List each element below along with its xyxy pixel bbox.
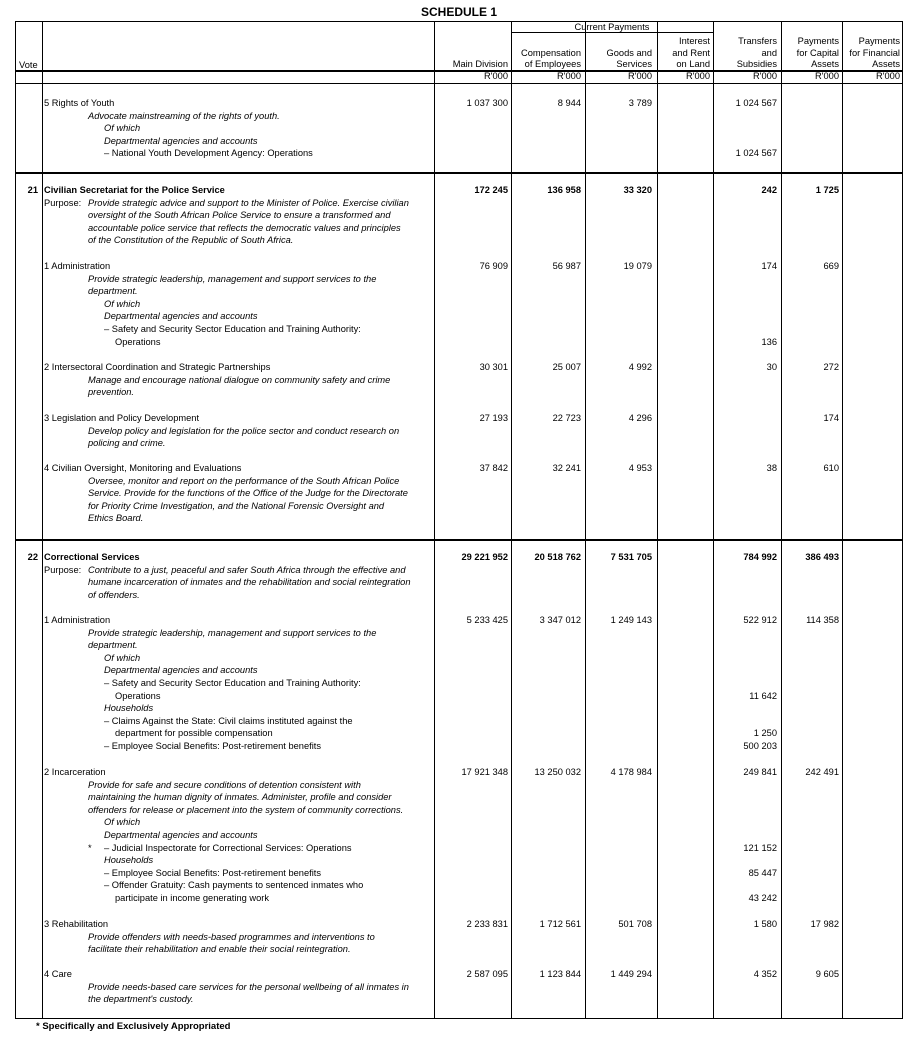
header-current-payments: Current Payments (574, 22, 650, 32)
description-line: the department's custody. (88, 994, 194, 1005)
amount-goods: 4 296 (628, 413, 652, 423)
description-line: Departmental agencies and accounts (104, 135, 258, 146)
description-line: Ethics Board. (88, 513, 144, 524)
amount-capital: 114 358 (806, 615, 839, 625)
header-transfers: Transfers (738, 36, 777, 46)
amount-transfers: 30 (766, 362, 777, 372)
programme-label: 3 Rehabilitation (44, 919, 109, 929)
description-line: Contribute to a just, peaceful and safer South Africa through the effective and (88, 564, 406, 575)
header-goods: Services (616, 59, 652, 69)
column-divider (781, 21, 782, 1019)
amount-goods: 4 992 (628, 362, 652, 372)
description-line: Departmental agencies and accounts (104, 665, 258, 676)
amount-main: 17 921 348 (461, 767, 508, 777)
amount-goods: 3 789 (628, 98, 652, 108)
unit-label: R'000 (752, 71, 777, 81)
header-transfers: Subsidies (736, 59, 777, 69)
amount-capital: 669 (823, 261, 839, 271)
header-capital: Payments (797, 36, 839, 46)
header-main-division: Main Division (452, 59, 508, 69)
description-line: facilitate their rehabilitation and enable their social reintegration. (88, 944, 351, 955)
amount-main: 37 842 (479, 463, 508, 473)
amount-main: 30 301 (479, 362, 508, 372)
description-line: Of which (104, 123, 141, 134)
description-line: Households (104, 703, 154, 714)
description-line: offenders for release or placement into the system of community corrections. (88, 804, 404, 815)
description-line: – Safety and Security Sector Education and Training Authority: (104, 678, 361, 688)
amount-comp: 22 723 (552, 413, 581, 423)
description-line: Of which (104, 817, 141, 828)
description-line: of the Constitution of the Republic of South Africa. (88, 235, 294, 246)
amount-comp: 1 712 561 (539, 919, 581, 929)
amount-transfers: 500 203 (743, 741, 777, 751)
amount-transfers: 136 (761, 336, 777, 347)
column-divider (42, 21, 43, 1019)
description-line: – Employee Social Benefits: Post-retirement benefits (104, 741, 322, 751)
header-financial: for Financial (849, 47, 900, 58)
schedule-title: SCHEDULE 1 (420, 5, 497, 19)
header-rule-2 (15, 83, 903, 84)
unit-label: R'000 (875, 71, 900, 81)
amount-main: 1 037 300 (466, 98, 508, 108)
description-line: Provide for safe and secure conditions of detention consistent with (88, 779, 361, 790)
amount-capital: 1 725 (815, 185, 839, 195)
amount-main: 5 233 425 (466, 615, 508, 625)
programme-label: Civilian Secretariat for the Police Service (44, 185, 225, 195)
description-line: Provide strategic leadership, management and support services to the (88, 627, 377, 638)
amount-transfers: 1 024 567 (735, 98, 777, 108)
description-line: Departmental agencies and accounts (104, 830, 258, 840)
vote-separator (15, 539, 903, 541)
vote-number: 21 (27, 185, 38, 195)
description-line: Provide offenders with needs-based programmes and interventions to (88, 931, 375, 942)
header-interest: and Rent (672, 47, 710, 58)
column-divider (585, 21, 586, 1019)
amount-transfers: 522 912 (743, 615, 777, 625)
unit-label: R'000 (483, 71, 508, 81)
vote-number: 22 (27, 552, 38, 562)
amount-goods: 4 178 984 (610, 767, 652, 777)
amount-transfers: 38 (766, 463, 777, 473)
amount-transfers: 784 992 (743, 552, 777, 562)
description-line: prevention. (88, 387, 134, 398)
description-line: Develop policy and legislation for the police sector and conduct research on (88, 425, 400, 436)
amount-goods: 501 708 (618, 919, 652, 929)
description-line: Departmental agencies and accounts (104, 311, 258, 322)
programme-label: 4 Civilian Oversight, Monitoring and Evaluations (44, 463, 242, 473)
amount-transfers: 1 250 (753, 728, 777, 739)
description-line: Service. Provide for the functions of the Office of the Judge for the Directorate (88, 488, 408, 499)
header-capital: for Capital (796, 47, 839, 58)
programme-label: 1 Administration (44, 615, 111, 625)
description-line: policing and crime. (88, 438, 166, 449)
amount-comp: 20 518 762 (534, 552, 581, 562)
description-line: accountable police service that reflects the democratic values and principles (88, 222, 401, 233)
header-vote: Vote (19, 60, 38, 70)
amount-goods: 33 320 (623, 185, 652, 195)
column-divider (842, 21, 843, 1019)
unit-label: R'000 (814, 71, 839, 81)
header-capital: Assets (811, 59, 839, 69)
footnote: * Specifically and Exclusively Appropriated (36, 1021, 231, 1032)
amount-main: 27 193 (479, 413, 508, 423)
amount-goods: 7 531 705 (610, 552, 652, 562)
amount-main: 76 909 (479, 261, 508, 271)
column-divider (434, 21, 435, 1019)
unit-label: R'000 (627, 71, 652, 81)
amount-transfers: 249 841 (743, 767, 777, 777)
programme-label: 2 Intersectoral Coordination and Strategic Partnerships (44, 362, 271, 372)
amount-capital: 610 (823, 463, 839, 473)
amount-capital: 17 982 (810, 919, 839, 929)
header-goods: Goods and (606, 47, 652, 58)
description-line: Households (104, 855, 154, 866)
amount-capital: 174 (823, 413, 839, 423)
amount-comp: 3 347 012 (539, 615, 581, 625)
description-line: Operations (115, 336, 161, 347)
description-line: for Priority Crime Investigation, and the National Forensic Oversight and (88, 500, 385, 511)
amount-transfers: 43 242 (748, 893, 777, 903)
header-compensation: of Employees (524, 59, 581, 69)
column-divider (657, 21, 658, 1019)
description-line: department. (88, 640, 138, 651)
description-line: – Offender Gratuity: Cash payments to sentenced inmates who (104, 880, 364, 891)
programme-label: 1 Administration (44, 261, 111, 271)
amount-main: 29 221 952 (461, 552, 508, 562)
amount-capital: 242 491 (805, 767, 839, 777)
amount-comp: 1 123 844 (539, 969, 581, 979)
programme-label: Correctional Services (44, 552, 140, 562)
amount-comp: 13 250 032 (534, 767, 581, 777)
programme-label: 4 Care (44, 969, 72, 979)
amount-capital: 9 605 (815, 969, 839, 979)
programme-label: 3 Legislation and Policy Development (44, 413, 200, 423)
amount-transfers: 85 447 (748, 867, 777, 878)
header-compensation: Compensation (521, 47, 581, 58)
amount-comp: 8 944 (557, 98, 581, 108)
amount-transfers: 242 (761, 185, 777, 195)
header-interest: on Land (676, 59, 710, 69)
description-line: of offenders. (88, 589, 140, 600)
amount-comp: 56 987 (552, 261, 581, 271)
amount-transfers: 4 352 (753, 969, 777, 979)
unit-label: R'000 (685, 71, 710, 81)
amount-comp: 32 241 (552, 463, 581, 473)
amount-comp: 25 007 (552, 362, 581, 372)
column-divider (713, 21, 714, 1019)
unit-label: R'000 (556, 71, 581, 81)
purpose-label: Purpose: (44, 197, 82, 208)
header-divider (511, 32, 713, 33)
amount-transfers: 1 580 (753, 919, 777, 929)
header-interest: Interest (678, 36, 710, 46)
programme-label: 5 Rights of Youth (44, 98, 115, 108)
appropriated-marker: * (88, 842, 92, 853)
programme-label: 2 Incarceration (44, 767, 106, 777)
description-line: Of which (104, 652, 141, 663)
description-line: – Claims Against the State: Civil claims instituted against the (104, 715, 353, 726)
amount-goods: 4 953 (628, 463, 652, 473)
description-line: participate in income generating work (115, 893, 269, 903)
amount-transfers: 1 024 567 (735, 148, 777, 159)
description-line: Provide strategic leadership, management and support services to the (88, 273, 377, 284)
description-line: Oversee, monitor and report on the performance of the South African Police (88, 475, 400, 486)
header-financial: Assets (872, 59, 900, 69)
description-line: Advocate mainstreaming of the rights of youth. (88, 110, 280, 121)
description-line: oversight of the South African Police Service to ensure a transformed and (88, 210, 391, 221)
description-line: – Employee Social Benefits: Post-retirement benefits (104, 867, 322, 878)
amount-main: 2 233 831 (466, 919, 508, 929)
amount-capital: 272 (823, 362, 839, 372)
description-line: – National Youth Development Agency: Operations (104, 148, 313, 159)
purpose-label: Purpose: (44, 564, 82, 575)
description-line: Manage and encourage national dialogue on community safety and crime (88, 374, 391, 385)
description-line: – Judicial Inspectorate for Correctional Services: Operations (104, 842, 352, 853)
amount-main: 172 245 (474, 185, 508, 195)
header-transfers: and (761, 47, 777, 58)
amount-goods: 1 449 294 (610, 969, 652, 979)
description-line: Operations (115, 690, 161, 701)
description-line: department for possible compensation (115, 728, 273, 739)
amount-capital: 386 493 (805, 552, 839, 562)
amount-transfers: 11 642 (749, 690, 777, 701)
description-line: Provide needs-based care services for the personal wellbeing of all inmates in (88, 981, 409, 992)
header-financial: Payments (858, 36, 900, 46)
amount-goods: 19 079 (623, 261, 652, 271)
column-divider (511, 21, 512, 1019)
amount-transfers: 121 152 (743, 842, 777, 853)
amount-main: 2 587 095 (466, 969, 508, 979)
amount-goods: 1 249 143 (610, 615, 652, 625)
description-line: humane incarceration of inmates and the rehabilitation and social reintegration (88, 577, 411, 588)
description-line: Provide strategic advice and support to the Minister of Police. Exercise civilian (88, 197, 409, 208)
description-line: Of which (104, 298, 141, 309)
description-line: – Safety and Security Sector Education and Training Authority: (104, 324, 361, 334)
description-line: department. (88, 286, 138, 297)
description-line: maintaining the human dignity of inmates. Administer, profile and consider (88, 792, 392, 803)
amount-transfers: 174 (761, 261, 777, 271)
amount-comp: 136 958 (547, 185, 581, 195)
vote-separator (15, 172, 903, 174)
